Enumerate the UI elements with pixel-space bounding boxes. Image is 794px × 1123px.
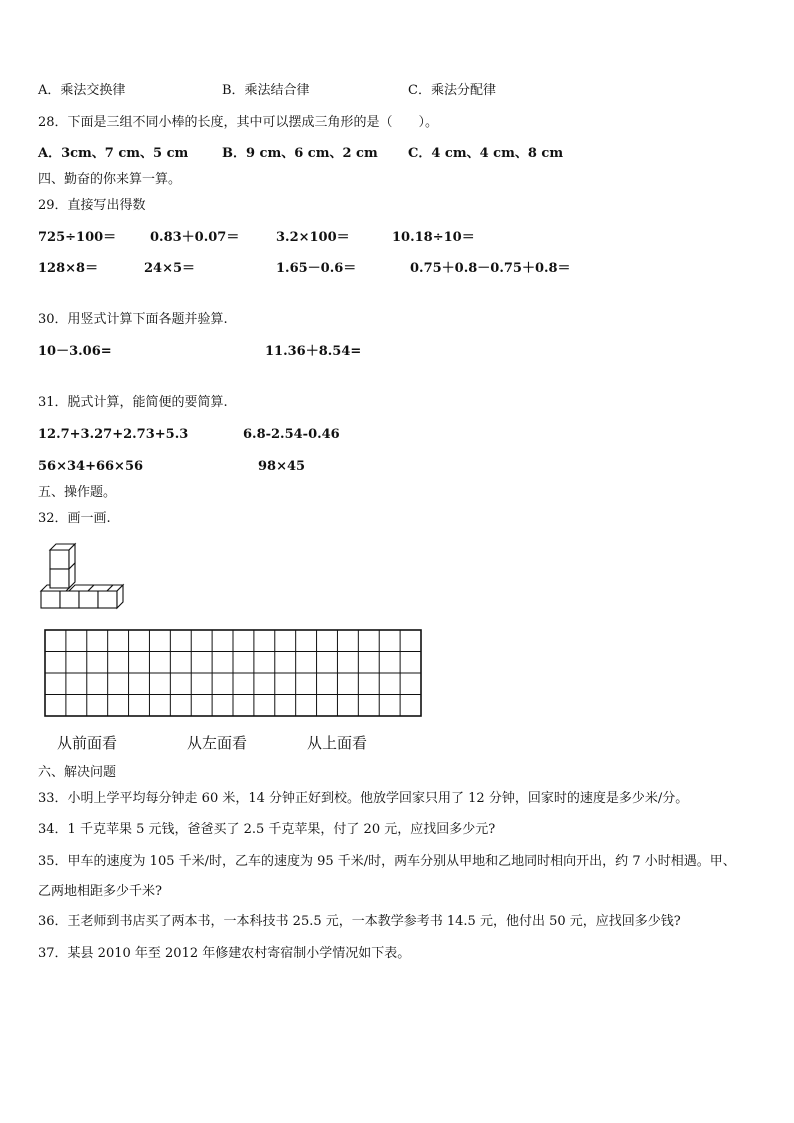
section-5-heading: 五、操作题。 bbox=[38, 485, 117, 500]
q29-item: 10.18÷10＝ bbox=[392, 230, 475, 245]
q29-item: 0.83＋0.07＝ bbox=[150, 230, 240, 245]
q37-text: 37．某县 2010 年至 2012 年修建农村寄宿制小学情况如下表。 bbox=[38, 946, 411, 961]
q28-stem: 28．下面是三组不同小棒的长度，其中可以摆成三角形的是（ ）。 bbox=[38, 115, 439, 130]
q34-text: 34．1 千克苹果 5 元钱，爸爸买了 2.5 千克苹果，付了 20 元，应找回多少元? bbox=[38, 822, 496, 837]
q29-item: 3.2×100＝ bbox=[276, 230, 350, 245]
q31-item: 56×34+66×56 bbox=[38, 459, 144, 474]
q31-item: 6.8-2.54-0.46 bbox=[243, 427, 340, 442]
q36-text: 36．王老师到书店买了两本书，一本科技书 25.5 元，一本教学参考书 14.5 元，他付出 50 元，应找回多少钱? bbox=[38, 914, 681, 929]
q28-option-c: C．4 cm、4 cm、8 cm bbox=[408, 146, 564, 161]
q29-stem: 29．直接写出得数 bbox=[38, 198, 146, 213]
q29-item: 128×8＝ bbox=[38, 261, 99, 276]
q30-stem: 30．用竖式计算下面各题并验算. bbox=[38, 312, 228, 327]
q28-option-b: B．9 cm、6 cm、2 cm bbox=[222, 146, 378, 161]
q27-option-b: B．乘法结合律 bbox=[222, 83, 310, 98]
q29-item: 725÷100＝ bbox=[38, 230, 117, 245]
drawing-grid[interactable] bbox=[43, 628, 423, 718]
view-label-left: 从左面看 bbox=[187, 734, 248, 752]
view-label-top: 从上面看 bbox=[307, 734, 368, 752]
q31-stem: 31．脱式计算，能简便的要简算. bbox=[38, 395, 228, 410]
q29-item: 24×5＝ bbox=[144, 261, 196, 276]
q35-text-line2: 乙两地相距多少千米? bbox=[38, 884, 162, 899]
q31-item: 12.7+3.27+2.73+5.3 bbox=[38, 427, 189, 442]
q31-item: 98×45 bbox=[258, 459, 306, 474]
q29-item: 0.75＋0.8－0.75＋0.8＝ bbox=[410, 261, 571, 276]
q27-option-c: C．乘法分配律 bbox=[408, 83, 496, 98]
section-4-heading: 四、勤奋的你来算一算。 bbox=[38, 172, 182, 187]
q33-text: 33．小明上学平均每分钟走 60 米，14 分钟正好到校。他放学回家只用了 12 分钟，回家时的速度是多少米/分。 bbox=[38, 791, 689, 806]
q35-text-line1: 35．甲车的速度为 105 千米/时，乙车的速度为 95 千米/时，两车分别从甲地和乙地同时相向开出，约 7 小时相遇。甲、 bbox=[38, 854, 736, 869]
section-6-heading: 六、解决问题 bbox=[38, 765, 117, 780]
view-label-front: 从前面看 bbox=[57, 734, 118, 752]
q29-item: 1.65－0.6＝ bbox=[276, 261, 357, 276]
q28-option-a: A．3cm、7 cm、5 cm bbox=[38, 146, 189, 161]
cube-stack-figure bbox=[38, 540, 138, 610]
q30-item: 10－3.06= bbox=[38, 344, 112, 359]
q27-option-a: A．乘法交换律 bbox=[38, 83, 126, 98]
q32-stem: 32．画一画. bbox=[38, 511, 111, 526]
q30-item: 11.36＋8.54= bbox=[265, 344, 362, 359]
